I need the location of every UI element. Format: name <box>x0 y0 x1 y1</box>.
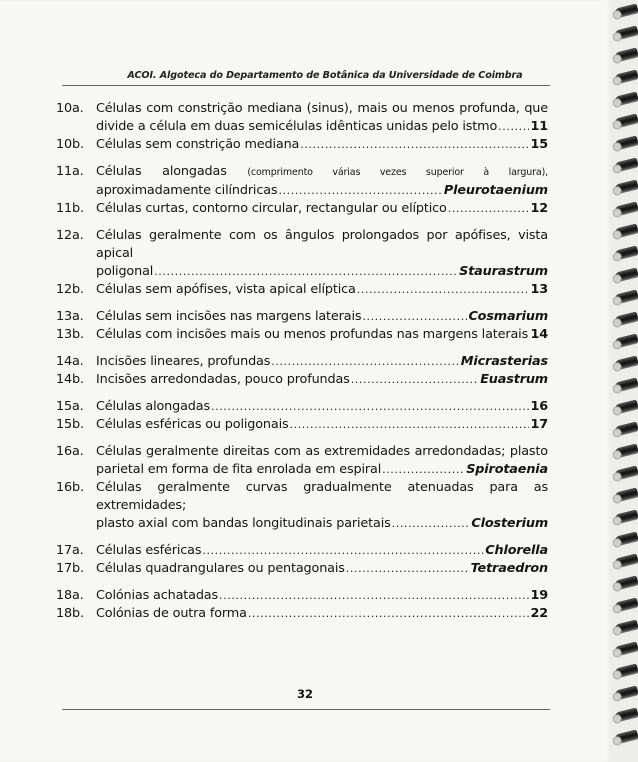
couplet-last-line <box>96 281 548 299</box>
couplet-12a <box>56 227 548 281</box>
binding-coil <box>614 289 638 304</box>
couplet-group-15 <box>56 398 548 434</box>
couplet-text-last: Células com incisões mais ou menos profundas nas margens laterais <box>96 327 529 342</box>
couplet-17a <box>56 542 548 560</box>
couplet-group-13 <box>56 308 548 344</box>
couplet-last-line <box>96 263 548 281</box>
couplet-last-line <box>96 326 548 344</box>
couplet-last-line <box>96 398 548 416</box>
dot-leader <box>202 542 484 560</box>
couplet-11a <box>56 163 548 200</box>
couplet-number: 14b. <box>56 372 84 387</box>
couplet-text-small: (comprimento várias vezes superior à largura), <box>247 167 549 178</box>
couplet-result: 14 <box>530 327 548 342</box>
binding-coil <box>614 201 638 216</box>
couplet-text-first <box>96 163 548 182</box>
couplet-result: 15 <box>530 137 548 152</box>
binding-coil <box>614 179 638 194</box>
dot-leader <box>278 182 442 200</box>
spiral-binding <box>610 0 638 762</box>
binding-coil <box>614 91 638 106</box>
couplet-text-last: Células curtas, contorno circular, rectangular ou elíptico <box>96 201 447 216</box>
couplet-number: 10b. <box>56 137 84 152</box>
running-header: ACOI. Algoteca do Departamento de Botânica da Universidade de Coimbra <box>127 70 523 81</box>
couplet-result-taxon: Staurastrum <box>459 264 548 279</box>
couplet-text-first: Células geralmente curvas gradualmente atenuadas para as extremidades; <box>96 480 548 513</box>
binding-coil <box>614 267 638 282</box>
couplet-15b <box>56 416 548 434</box>
couplet-text-last: Colónias achatadas <box>96 588 219 603</box>
couplet-last-line <box>96 587 548 605</box>
couplet-result-taxon: Tetraedron <box>470 561 548 576</box>
couplet-number: 18b. <box>56 606 84 621</box>
binding-coil <box>614 135 638 150</box>
binding-coil <box>614 575 638 590</box>
dot-leader <box>154 263 458 281</box>
couplet-last-line <box>96 416 548 434</box>
couplet-18b <box>56 605 548 623</box>
couplet-number: 16a. <box>56 444 84 459</box>
dot-leader <box>211 398 529 416</box>
couplet-text-middle: alongadas <box>162 164 227 179</box>
couplet-last-line <box>96 560 548 578</box>
binding-coil <box>614 223 638 238</box>
couplet-result: 16 <box>530 399 548 414</box>
binding-coil <box>614 531 638 546</box>
couplet-result-taxon: Closterium <box>471 516 548 531</box>
binding-coil <box>614 377 638 392</box>
binding-coil <box>614 487 638 502</box>
couplet-text-last: divide a célula em duas semicélulas idênticas unidas pelo istmo <box>96 119 498 134</box>
binding-coil <box>614 443 638 458</box>
dot-leader <box>382 461 465 479</box>
couplet-10b <box>56 136 548 154</box>
couplet-result: 17 <box>530 417 548 432</box>
header-rule <box>62 85 550 86</box>
dot-leader <box>248 605 530 623</box>
binding-coil <box>614 113 638 128</box>
couplet-10a <box>56 100 548 136</box>
couplet-text-start: Células <box>96 164 142 179</box>
dot-leader <box>351 371 480 389</box>
binding-coil <box>614 245 638 260</box>
couplet-result: 11 <box>530 119 548 134</box>
couplet-result: 19 <box>530 588 548 603</box>
couplet-number: 17a. <box>56 543 84 558</box>
couplet-result-taxon: Spirotaenia <box>466 462 548 477</box>
couplet-text-last: aproximadamente cilíndricas <box>96 183 278 198</box>
couplet-16a <box>56 443 548 479</box>
binding-coil <box>614 25 638 40</box>
couplet-number: 11b. <box>56 201 84 216</box>
couplet-text-last: Células alongadas <box>96 399 210 414</box>
couplet-text-last: Colónias de outra forma <box>96 606 247 621</box>
couplet-group-17 <box>56 542 548 578</box>
couplet-result: 22 <box>530 606 548 621</box>
identification-key <box>56 100 548 632</box>
binding-coil <box>614 465 638 480</box>
binding-coil <box>614 597 638 612</box>
couplet-17b <box>56 560 548 578</box>
couplet-group-10 <box>56 100 548 154</box>
dot-leader <box>362 308 467 326</box>
couplet-last-line <box>96 308 548 326</box>
couplet-number: 13a. <box>56 309 84 324</box>
dot-leader <box>357 281 530 299</box>
couplet-13b <box>56 326 548 344</box>
couplet-14b <box>56 371 548 389</box>
couplet-text-last: Células esféricas ou poligonais <box>96 417 289 432</box>
binding-coil <box>614 311 638 326</box>
couplet-text-last: Incisões lineares, profundas <box>96 354 271 369</box>
footer-rule <box>62 709 550 710</box>
couplet-14a <box>56 353 548 371</box>
couplet-group-12 <box>56 227 548 299</box>
couplet-result-taxon: Euastrum <box>480 372 548 387</box>
binding-coil <box>614 47 638 62</box>
couplet-result: 13 <box>530 282 548 297</box>
couplet-last-line <box>96 542 548 560</box>
couplet-text-first: Células geralmente com os ângulos prolongados por apófises, vista apical <box>96 228 548 261</box>
couplet-number: 15b. <box>56 417 84 432</box>
binding-coil <box>614 553 638 568</box>
binding-coil <box>614 399 638 414</box>
couplet-result-taxon: Pleurotaenium <box>443 183 548 198</box>
couplet-number: 12b. <box>56 282 84 297</box>
couplet-result-taxon: Chlorella <box>485 543 548 558</box>
couplet-12b <box>56 281 548 299</box>
couplet-result: 12 <box>530 201 548 216</box>
couplet-18a <box>56 587 548 605</box>
couplet-last-line <box>96 461 548 479</box>
binding-coil <box>614 3 638 18</box>
couplet-group-18 <box>56 587 548 623</box>
binding-coil <box>614 619 638 634</box>
couplet-group-14 <box>56 353 548 389</box>
couplet-last-line <box>96 136 548 154</box>
dot-leader <box>498 118 529 136</box>
couplet-text-first: Células geralmente direitas com as extremidades arredondadas; plasto <box>96 444 548 459</box>
couplet-number: 15a. <box>56 399 84 414</box>
dot-leader <box>300 136 529 154</box>
couplet-15a <box>56 398 548 416</box>
dot-leader <box>219 587 529 605</box>
binding-coil <box>614 355 638 370</box>
couplet-number: 17b. <box>56 561 84 576</box>
couplet-last-line <box>96 118 548 136</box>
couplet-number: 11a. <box>56 164 84 179</box>
page-number: 32 <box>296 687 313 701</box>
dot-leader <box>392 515 471 533</box>
couplet-number: 10a. <box>56 101 84 116</box>
couplet-number: 16b. <box>56 480 84 495</box>
couplet-number: 13b. <box>56 327 84 342</box>
binding-coil <box>614 69 638 84</box>
couplet-text-last: Células sem constrição mediana <box>96 137 300 152</box>
couplet-result-taxon: Micrasterias <box>460 354 548 369</box>
couplet-number: 14a. <box>56 354 84 369</box>
couplet-text-last: Células esféricas <box>96 543 202 558</box>
binding-coil <box>614 509 638 524</box>
couplet-text-last: Células sem incisões nas margens laterais <box>96 309 362 324</box>
couplet-11b <box>56 200 548 218</box>
binding-coil <box>614 707 638 722</box>
couplet-last-line <box>96 200 548 218</box>
couplet-result-taxon: Cosmarium <box>468 309 548 324</box>
couplet-text-first: Células com constrição mediana (sinus), mais ou menos profunda, que <box>96 101 548 116</box>
couplet-last-line <box>96 371 548 389</box>
binding-coil <box>614 333 638 348</box>
couplet-text-last: plasto axial com bandas longitudinais parietais <box>96 516 391 531</box>
couplet-last-line <box>96 353 548 371</box>
couplet-number: 18a. <box>56 588 84 603</box>
couplet-text-last: poligonal <box>96 264 154 279</box>
binding-coil <box>614 157 638 172</box>
binding-coil <box>614 729 638 744</box>
binding-coil <box>614 641 638 656</box>
couplet-text-last: Incisões arredondadas, pouco profundas <box>96 372 350 387</box>
dot-leader <box>271 353 460 371</box>
couplet-text-last: parietal em forma de fita enrolada em espiral <box>96 462 382 477</box>
binding-coil <box>614 685 638 700</box>
couplet-group-16 <box>56 443 548 533</box>
couplet-text-last: Células quadrangulares ou pentagonais <box>96 561 345 576</box>
couplet-16b <box>56 479 548 533</box>
binding-coil <box>614 663 638 678</box>
couplet-13a <box>56 308 548 326</box>
dot-leader <box>346 560 470 578</box>
couplet-group-11 <box>56 163 548 218</box>
couplet-text-last: Células sem apófises, vista apical elíptica <box>96 282 356 297</box>
couplet-last-line <box>96 605 548 623</box>
dot-leader <box>448 200 530 218</box>
binding-coil <box>614 421 638 436</box>
couplet-number: 12a. <box>56 228 84 243</box>
dot-leader <box>290 416 530 434</box>
couplet-last-line <box>96 515 548 533</box>
couplet-last-line <box>96 182 548 200</box>
